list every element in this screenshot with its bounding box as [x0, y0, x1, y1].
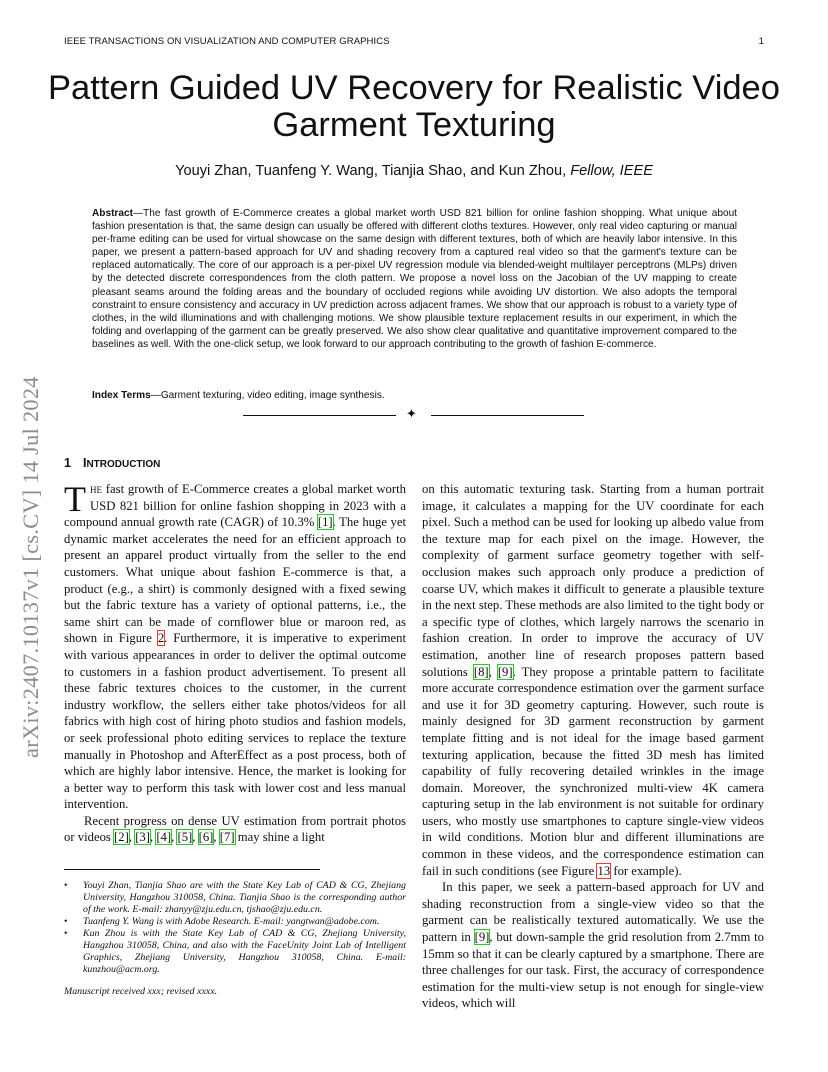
text-run: , [149, 830, 157, 845]
text-run: may shine a light [234, 830, 325, 845]
section-title-initial: I [82, 456, 87, 470]
page-number: 1 [758, 36, 764, 47]
divider-line-left [243, 415, 396, 416]
footnote-text: Tuanfeng Y. Wang is with Adobe Research. E-mail: yangtwan@adobe.com. [83, 916, 380, 927]
text-run: , [213, 830, 220, 845]
footnote-item [64, 916, 406, 928]
footnote-item [64, 880, 406, 916]
citation-link[interactable]: [4] [156, 830, 172, 845]
text-run: , [171, 830, 178, 845]
abstract-label: Abstract [92, 208, 133, 219]
citation-link[interactable]: [2] [114, 830, 129, 845]
index-terms-text: —Garment texturing, video editing, image synthesis. [150, 390, 385, 401]
index-terms [92, 390, 737, 401]
manuscript-note: Manuscript received xxx; revised xxxx. [64, 986, 218, 997]
text-run: Recent progress on dense UV estimation from portrait photos or videos [64, 813, 406, 845]
section-heading [64, 456, 160, 470]
divider-line-right [431, 415, 584, 416]
figure-ref-link[interactable]: 13 [597, 863, 611, 878]
author-names: Youyi Zhan, Tuanfeng Y. Wang, Tianjia Shao, and Kun Zhou, [175, 163, 567, 179]
journal-name: IEEE TRANSACTIONS ON VISUALIZATION AND COMPUTER GRAPHICS [64, 36, 390, 47]
text-run: , [192, 830, 199, 845]
text-run: , [128, 830, 136, 845]
section-divider [243, 408, 584, 422]
left-column [64, 481, 406, 846]
text-run: . The huge yet dynamic market accelerates the need for an efficient approach to present an apparel product virtually from the seller to the end customers. What unique about fashion E-commerce is that, a product (e.g., a shirt) is commonly designed with a fixed sewing but the fabric texture has a variety of optional patterns, i.e., the same shirt can be made of cornflower blue or maroon red, as shown in Figure [64, 515, 406, 646]
citation-link[interactable]: [1] [317, 515, 333, 530]
divider-diamond-icon: ✦ [406, 407, 417, 422]
citation-link[interactable]: [9] [474, 930, 490, 945]
citation-link[interactable]: [9] [497, 664, 513, 679]
bullet-icon: • [64, 880, 68, 891]
citation-link[interactable]: [6] [198, 830, 214, 845]
right-column [422, 481, 764, 1012]
author-fellow: Fellow, IEEE [570, 163, 653, 179]
bullet-icon: • [64, 916, 68, 927]
footnote-text: Kun Zhou is with the State Key Lab of CAD & CG, Zhejiang University, Hangzhou 310058, China, and also with the FaceUnity Joint Lab of Intelligent Graphics, Zhejiang University, Hangzhou 310058, China. E-mail: kunzhou@acm.org. [83, 928, 406, 975]
intro-paragraph-4 [422, 879, 764, 1012]
page-header [64, 36, 764, 50]
figure-ref-link[interactable]: 2 [157, 631, 165, 646]
footnotes [64, 880, 406, 998]
footnote-item [64, 928, 406, 976]
bullet-icon: • [64, 928, 68, 939]
text-run: , [488, 664, 498, 679]
citation-link[interactable]: [3] [135, 830, 150, 845]
author-list [40, 163, 788, 179]
text-run: In this paper, we seek a pattern-based approach for UV and shading reconstruction from a single-view video so that the garment can be realistically textured automatically. We use the pattern in [422, 880, 764, 945]
abstract [92, 207, 737, 351]
text-run: fast growth of E-Commerce creates a global market worth USD 821 billion for online fashion shopping in 2023 with a compound annual growth rate (CAGR) of 10.3% [64, 482, 406, 530]
citation-link[interactable]: [5] [177, 830, 193, 845]
text-run: on this automatic texturing task. Starting from a human portrait image, it calculates a mapping for the UV coordinate for each pixel. Such a method can be used for looking up albedo value from the texture map for each pixel on the image. However, the complexity of garment surface geometry together with self-occlusion makes such approach only produce a prediction of coarse UV, which makes it difficult to generate a plausible texture in the next step. These methods are also limited to the tight body or a specific type of clothes, which largely narrows the scenario in fashion creation. In order to improve the accuracy of UV estimation, another line of research proposes pattern based solutions [422, 482, 764, 679]
intro-paragraph-3 [422, 481, 764, 879]
section-number: 1 [64, 456, 71, 470]
first-word-smallcaps: he [90, 482, 102, 496]
citation-link[interactable]: [7] [219, 830, 235, 845]
citation-link[interactable]: [8] [473, 664, 489, 679]
section-title-rest: NTRODUCTION [86, 459, 161, 470]
intro-paragraph-2 [64, 813, 406, 846]
text-run: , but down-sample the grid resolution from 2.7mm to 15mm so that it can be clearly captured by a smartphone. There are three challenges for our task. First, the accuracy of correspondence estimation for the multi-view setup is not enough for single-view videos, which will [422, 930, 764, 1011]
paper-title: Pattern Guided UV Recovery for Realistic Video Garment Texturing [48, 69, 780, 144]
index-terms-label: Index Terms [92, 390, 151, 401]
footnote-text: Youyi Zhan, Tianjia Shao are with the State Key Lab of CAD & CG, Zhejiang University, Hangzhou 310058, China. Tianjia Shao is the corresponding author of the work. E-mail: zhanyy@zju.edu.cn, tjshao@zju.edu.cn. [83, 880, 406, 915]
drop-cap: T [64, 479, 86, 519]
footnote-rule [64, 869, 320, 870]
text-run: . They propose a printable pattern to facilitate more accurate correspondence estimation over the garment surface and use it for 3D geometry capturing. However, such route is mainly designed for 3D garment reconstruction by garment template fitting and is not ideal for the image based garment texturing application, because the fitted 3D mesh has limited capability of fully recovering detailed wrinkles in the image domain. Moreover, the synchronized multi-view 4K camera capturing setup in the lab environment is not suitable for ordinary users, who mostly use smartphones to capture single-view videos in wild conditions. Motion blur and different illuminations are common in these videos, and the correspondence estimation can fail in such conditions (see Figure [422, 664, 765, 878]
arxiv-stamp: arXiv:2407.10137v1 [cs.CV] 14 Jul 2024 [18, 376, 43, 758]
abstract-text: —The fast growth of E-Commerce creates a global market worth USD 821 billion for online fashion shopping. What unique about fashion presentation is that, the same design can usually be offered with different cloths textures. However, only real video capturing or manual per-frame editing can be used for virtual showcase on the same design with different textures, both of which are heavily labor intensive. In this paper, we present a pattern-based approach for UV and shading recovery from a captured real video so that the garment's texture can be replaced automatically. The core of our approach is a per-pixel UV regression module via blended-weight multilayer perceptrons (MLPs) driven by the detected discrete correspondences from the cloth pattern. We propose a novel loss on the Jacobian of the UV mapping to create pleasant seams around the folding areas and the boundary of occluded regions while avoiding UV distortion. We also adopts the temporal constraint to ensure consistency and accuracy in UV prediction across adjacent frames. We show that our approach is robust to a variety type of clothes, in the wild illuminations and with challenging motions. We show plausible texture replacement results in our experiment, in which the folding and overlapping of the garment can be greatly preserved. We also show clear qualitative and quantitative improvement compared to the baselines as well. With the one-click setup, we look forward to our approach contributing to the growth of fashion E-commerce. [92, 208, 737, 350]
text-run: . Furthermore, it is imperative to experiment with various appearances in order to deliver the optimal outcome to customers in a fashion product advertisement. To present all these fabric textures choices to the customer, in the current industry workflow, the sellers either take photos/videos for all fabrics with high cost of hiring photo studios and fashion models, or seek professional photo editing services to replace the texture manually in Photoshop and AfterEffect as a post process, both of which are highly labor intensive. Hence, the market is looking for a better way to perform this task with lower cost and less manual intervention. [64, 631, 406, 812]
intro-paragraph-1 [64, 481, 406, 813]
text-run: for example). [610, 863, 682, 878]
